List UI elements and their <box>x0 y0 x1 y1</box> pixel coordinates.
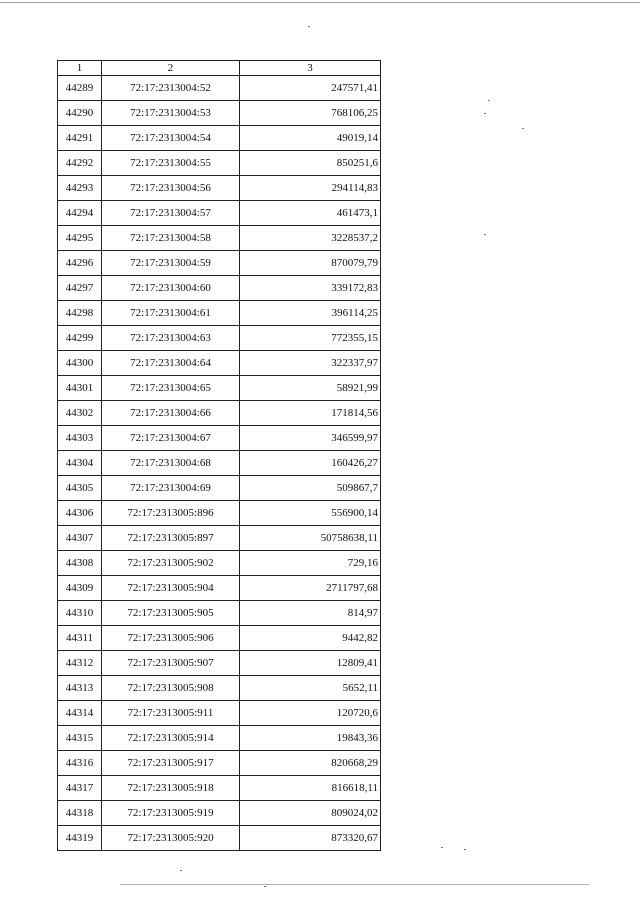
cadastral-value-table <box>57 60 381 851</box>
table-row <box>58 476 381 501</box>
value-cell: 729,16 <box>240 551 381 576</box>
value-cell: 870079,79 <box>240 251 381 276</box>
row-number-cell: 44291 <box>58 126 102 151</box>
cadastral-number-cell: 72:17:2313005:920 <box>102 826 240 851</box>
row-number-cell: 44315 <box>58 726 102 751</box>
scan-speck <box>464 849 466 850</box>
cadastral-number-cell: 72:17:2313005:908 <box>102 676 240 701</box>
row-number-cell: 44304 <box>58 451 102 476</box>
table-row <box>58 351 381 376</box>
value-cell: 772355,15 <box>240 326 381 351</box>
value-cell: 160426,27 <box>240 451 381 476</box>
table-row <box>58 451 381 476</box>
value-cell: 346599,97 <box>240 426 381 451</box>
value-cell: 247571,41 <box>240 76 381 101</box>
value-cell: 556900,14 <box>240 501 381 526</box>
table-row <box>58 176 381 201</box>
value-cell: 809024,02 <box>240 801 381 826</box>
table-row <box>58 426 381 451</box>
value-cell: 339172,83 <box>240 276 381 301</box>
cadastral-number-cell: 72:17:2313005:896 <box>102 501 240 526</box>
table-row <box>58 701 381 726</box>
value-cell: 322337,97 <box>240 351 381 376</box>
cadastral-number-cell: 72:17:2313004:65 <box>102 376 240 401</box>
table-row <box>58 826 381 851</box>
table-row <box>58 201 381 226</box>
cadastral-number-cell: 72:17:2313004:63 <box>102 326 240 351</box>
row-number-cell: 44318 <box>58 801 102 826</box>
row-number-cell: 44302 <box>58 401 102 426</box>
table-row <box>58 326 381 351</box>
cadastral-number-cell: 72:17:2313005:914 <box>102 726 240 751</box>
table-row <box>58 526 381 551</box>
table-row <box>58 776 381 801</box>
value-cell: 58921,99 <box>240 376 381 401</box>
row-number-cell: 44294 <box>58 201 102 226</box>
scan-speck <box>522 128 524 129</box>
column-header-number: 1 <box>58 61 102 76</box>
scan-speck <box>441 847 443 848</box>
cadastral-number-cell: 72:17:2313004:61 <box>102 301 240 326</box>
value-cell: 461473,1 <box>240 201 381 226</box>
table-row <box>58 676 381 701</box>
cadastral-number-cell: 72:17:2313005:911 <box>102 701 240 726</box>
table-row <box>58 76 381 101</box>
row-number-cell: 44305 <box>58 476 102 501</box>
value-cell: 873320,67 <box>240 826 381 851</box>
value-cell: 2711797,68 <box>240 576 381 601</box>
table-row <box>58 251 381 276</box>
cadastral-number-cell: 72:17:2313004:60 <box>102 276 240 301</box>
table-row <box>58 576 381 601</box>
row-number-cell: 44311 <box>58 626 102 651</box>
cadastral-number-cell: 72:17:2313005:918 <box>102 776 240 801</box>
cadastral-number-cell: 72:17:2313005:897 <box>102 526 240 551</box>
value-cell: 3228537,2 <box>240 226 381 251</box>
value-cell: 814,97 <box>240 601 381 626</box>
value-cell: 816618,11 <box>240 776 381 801</box>
value-cell: 171814,56 <box>240 401 381 426</box>
column-header-value: 3 <box>240 61 381 76</box>
column-header-cadastral: 2 <box>102 61 240 76</box>
table-row <box>58 276 381 301</box>
cadastral-number-cell: 72:17:2313004:59 <box>102 251 240 276</box>
cadastral-number-cell: 72:17:2313004:57 <box>102 201 240 226</box>
cadastral-number-cell: 72:17:2313005:906 <box>102 626 240 651</box>
scan-speck <box>484 234 486 235</box>
table-row <box>58 376 381 401</box>
value-cell: 120720,6 <box>240 701 381 726</box>
value-cell: 768106,25 <box>240 101 381 126</box>
table-row <box>58 101 381 126</box>
table-row <box>58 751 381 776</box>
table-row <box>58 726 381 751</box>
row-number-cell: 44293 <box>58 176 102 201</box>
table-body <box>58 76 381 851</box>
row-number-cell: 44307 <box>58 526 102 551</box>
value-cell: 12809,41 <box>240 651 381 676</box>
cadastral-number-cell: 72:17:2313004:58 <box>102 226 240 251</box>
row-number-cell: 44316 <box>58 751 102 776</box>
cadastral-number-cell: 72:17:2313004:54 <box>102 126 240 151</box>
cadastral-number-cell: 72:17:2313004:67 <box>102 426 240 451</box>
row-number-cell: 44313 <box>58 676 102 701</box>
row-number-cell: 44308 <box>58 551 102 576</box>
row-number-cell: 44314 <box>58 701 102 726</box>
row-number-cell: 44296 <box>58 251 102 276</box>
cadastral-number-cell: 72:17:2313005:902 <box>102 551 240 576</box>
cadastral-number-cell: 72:17:2313004:55 <box>102 151 240 176</box>
row-number-cell: 44301 <box>58 376 102 401</box>
row-number-cell: 44289 <box>58 76 102 101</box>
cadastral-number-cell: 72:17:2313004:69 <box>102 476 240 501</box>
scan-speck <box>488 100 490 101</box>
value-cell: 49019,14 <box>240 126 381 151</box>
row-number-cell: 44298 <box>58 301 102 326</box>
row-number-cell: 44290 <box>58 101 102 126</box>
table-header-row <box>58 61 381 76</box>
table-row <box>58 151 381 176</box>
cadastral-number-cell: 72:17:2313004:66 <box>102 401 240 426</box>
cadastral-number-cell: 72:17:2313004:56 <box>102 176 240 201</box>
row-number-cell: 44317 <box>58 776 102 801</box>
table-row <box>58 501 381 526</box>
table-row <box>58 551 381 576</box>
row-number-cell: 44300 <box>58 351 102 376</box>
scan-bottom-edge <box>120 884 590 885</box>
table-row <box>58 301 381 326</box>
row-number-cell: 44306 <box>58 501 102 526</box>
value-cell: 5652,11 <box>240 676 381 701</box>
cadastral-number-cell: 72:17:2313004:52 <box>102 76 240 101</box>
cadastral-number-cell: 72:17:2313004:64 <box>102 351 240 376</box>
cadastral-number-cell: 72:17:2313005:917 <box>102 751 240 776</box>
value-cell: 396114,25 <box>240 301 381 326</box>
value-cell: 9442,82 <box>240 626 381 651</box>
value-cell: 820668,29 <box>240 751 381 776</box>
table-row <box>58 226 381 251</box>
table-row <box>58 601 381 626</box>
row-number-cell: 44309 <box>58 576 102 601</box>
table-row <box>58 626 381 651</box>
cadastral-number-cell: 72:17:2313005:905 <box>102 601 240 626</box>
row-number-cell: 44295 <box>58 226 102 251</box>
cadastral-number-cell: 72:17:2313005:919 <box>102 801 240 826</box>
row-number-cell: 44319 <box>58 826 102 851</box>
scan-speck <box>264 886 266 887</box>
value-cell: 294114,83 <box>240 176 381 201</box>
table-row <box>58 126 381 151</box>
value-cell: 850251,6 <box>240 151 381 176</box>
scan-speck <box>308 26 310 27</box>
scan-top-border <box>0 2 640 3</box>
cadastral-number-cell: 72:17:2313004:53 <box>102 101 240 126</box>
scan-speck <box>180 870 182 871</box>
cadastral-number-cell: 72:17:2313005:907 <box>102 651 240 676</box>
row-number-cell: 44297 <box>58 276 102 301</box>
row-number-cell: 44303 <box>58 426 102 451</box>
scan-speck <box>484 113 486 114</box>
value-cell: 50758638,11 <box>240 526 381 551</box>
value-cell: 509867,7 <box>240 476 381 501</box>
row-number-cell: 44312 <box>58 651 102 676</box>
table-row <box>58 651 381 676</box>
row-number-cell: 44299 <box>58 326 102 351</box>
table-row <box>58 801 381 826</box>
table-row <box>58 401 381 426</box>
cadastral-number-cell: 72:17:2313005:904 <box>102 576 240 601</box>
row-number-cell: 44292 <box>58 151 102 176</box>
cadastral-number-cell: 72:17:2313004:68 <box>102 451 240 476</box>
row-number-cell: 44310 <box>58 601 102 626</box>
value-cell: 19843,36 <box>240 726 381 751</box>
